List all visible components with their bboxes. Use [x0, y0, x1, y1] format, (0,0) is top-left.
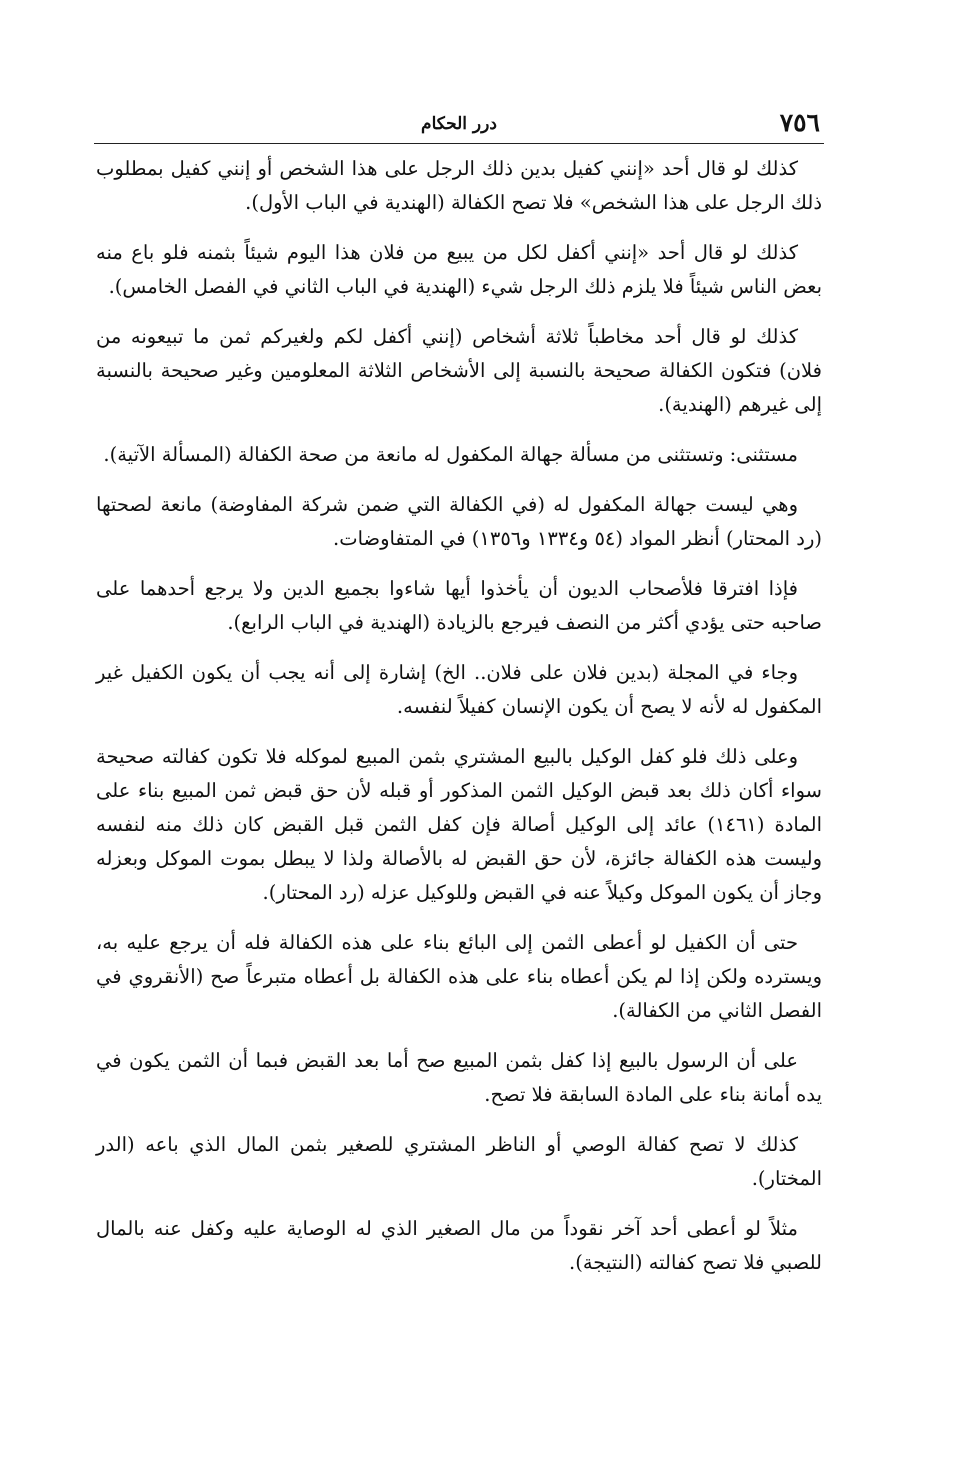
page-body: [96, 152, 822, 1296]
header-divider: [94, 143, 824, 144]
running-title: درر الحكام: [421, 114, 497, 134]
paragraph: كذلك لو قال أحد «إنني أكفل لكل من يبيع من فلان هذا اليوم شيئاً بثمنه فلو باع منه بعض الناس شيئاً فلا يلزم ذلك الرجل شيء (الهندية في الباب الثاني في الفصل الخامس).: [96, 241, 822, 298]
page-number: ٧٥٦: [779, 108, 820, 137]
paragraph: كذلك لو قال أحد مخاطباً ثلاثة أشخاص (إنني أكفل لكم ولغيركم ثمن ما تبيعونه من فلان) فتكون الكفالة صحيحة بالنسبة إلى الأشخاص الثلاثة المعلومين وغير صحيحة بالنسبة إلى غيرهم (الهندية).: [96, 325, 822, 416]
page-header: [96, 104, 822, 142]
paragraph: وهي ليست جهالة المكفول له (في الكفالة التي ضمن شركة المفاوضة) مانعة لصحتها (رد المحتار) أنظر المواد (٥٤ و١٣٣٤ و١٣٥٦) في المتفاوضات.: [96, 493, 822, 550]
paragraph: حتى أن الكفيل لو أعطى الثمن إلى البائع بناء على هذه الكفالة فله أن يرجع عليه به، ويسترده ولكن إذا لم يكن أعطاه بناء على هذه الكفالة بل أعطاه متبرعاً صح (الأنقروي في الفصل الثاني من الكفالة).: [96, 931, 822, 1022]
paragraph: وجاء في المجلة (بدين فلان على فلان.. الخ) إشارة إلى أنه يجب أن يكون الكفيل غير المكفول له لأنه لا يصح أن يكون الإنسان كفيلاً لنفسه.: [96, 661, 822, 718]
paragraph: كذلك لا تصح كفالة الوصي أو الناظر المشتري للصغير بثمن المال الذي باعه (الدر المختار).: [96, 1133, 822, 1190]
paragraph: مستثنى: وتستثنى من مسألة جهالة المكفول له مانعة من صحة الكفالة (المسألة الآتية).: [103, 443, 798, 466]
paragraph: مثلاً لو أعطى أحد آخر نقوداً من مال الصغير الذي له الوصاية عليه وكفل عنه بالمال للصبي فلا تصح كفالته (النتيجة).: [96, 1217, 822, 1274]
paragraph: كذلك لو قال أحد «إنني كفيل بدين ذلك الرجل على هذا الشخص أو إنني كفيل بمطلوب ذلك الرجل على هذا الشخص» فلا تصح الكفالة (الهندية في الباب الأول).: [96, 157, 822, 214]
paragraph: وعلى ذلك فلو كفل الوكيل بالبيع المشتري بثمن المبيع لموكله فلا تكون كفالته صحيحة سواء أكان ذلك بعد قبض الوكيل الثمن المذكور أو قبله لأن حق قبض ثمن المبيع بناء على المادة (١٤٦١) عائد إلى الوكيل أصالة فإن كفل الثمن قبل القبض كان ذلك منه لنفسه وليست هذه الكفالة جائزة، لأن حق القبض له بالأصالة ولذا لا يبطل بموت الموكل وبعزله وجاز أن يكون الموكل وكيلاً عنه في القبض وللوكيل عزله (رد المحتار).: [96, 745, 822, 904]
paragraph: فإذا افترقا فلأصحاب الديون أن يأخذوا أيها شاءوا بجميع الدين ولا يرجع أحدهما على صاحبه حتى يؤدي أكثر من النصف فيرجع بالزيادة (الهندية في الباب الرابع).: [96, 577, 822, 634]
paragraph: على أن الرسول بالبيع إذا كفل بثمن المبيع صح أما بعد القبض فبما أن الثمن يكون في يده أمانة بناء على المادة السابقة فلا تصح.: [96, 1049, 822, 1106]
